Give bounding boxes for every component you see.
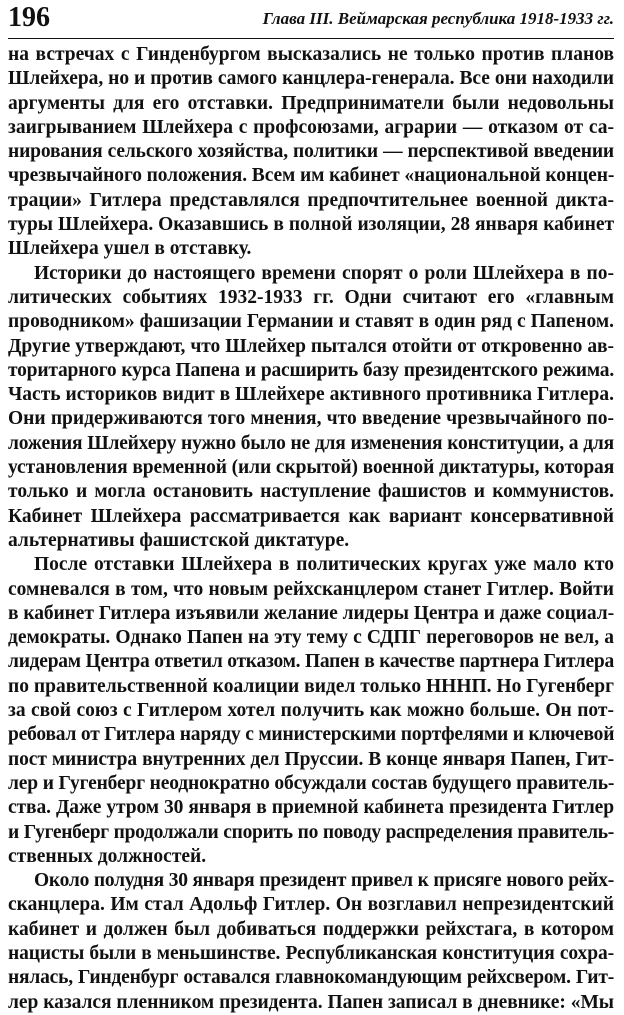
text-line: туры Шлейхера. Оказавшись в полной изоляции, 28 января кабинет: [8, 214, 614, 236]
text-line: Около полудня 30 января президент привел к присяге нового рейх-: [34, 870, 614, 892]
text-line: альтернативы фашистской диктатуре.: [8, 529, 350, 551]
text-line: только и могла остановить наступление фашистов и коммунистов.: [8, 481, 614, 503]
text-line: на встречах с Гинденбургом высказались не только против планов: [8, 44, 614, 65]
text-line: Историки до настоящего времени спорят о роли Шлейхера в по-: [34, 262, 614, 284]
text-line: по правительственной коалиции видел только НННП. Но Гугенберг: [8, 675, 614, 697]
text-line: трации» Гитлера представлялся предпочтительнее военной дикта-: [8, 189, 614, 211]
text-line: лидерам Центра ответил отказом. Папен в качестве партнера Гитлера: [8, 651, 614, 673]
text-line: торитарного курса Папена и расширить базу президентского режима.: [8, 359, 614, 381]
text-line: пост министра внутренних дел Пруссии. В конце января Папен, Гит-: [8, 748, 614, 770]
text-line: Кабинет Шлейхера рассматривается как вариант консервативной: [8, 505, 614, 527]
text-line: нялась, Гинденбург оставался главнокомандующим рейхсвером. Гит-: [8, 967, 614, 989]
running-head: Глава III. Веймарская республика 1918-1933 гг.: [262, 9, 614, 28]
text-line: сомневался в том, что новым рейхсканцлером станет Гитлер. Войти: [8, 578, 614, 600]
text-line: ственных должностей.: [8, 845, 207, 867]
text-line: сканцлера. Им стал Адольф Гитлер. Он возглавил непрезидентский: [8, 894, 614, 916]
page-number: 196: [8, 2, 50, 33]
text-line: Другие утверждают, что Шлейхер пытался отойти от откровенно ав-: [8, 335, 614, 357]
text-line: кабинет и должен был добиваться поддержки рейхстага, в котором: [8, 918, 614, 940]
text-line: проводником» фашизации Германии и ставят в один ряд с Папеном.: [8, 311, 614, 333]
page-header: [8, 2, 614, 36]
text-line: Часть историков видит в Шлейхере активного противника Гитлера.: [8, 384, 614, 406]
header-divider: [8, 38, 614, 39]
text-line: установления временной (или скрытой) военной диктатуры, которая: [8, 457, 615, 479]
text-line: ства. Даже утром 30 января в приемной кабинета президента Гитлер: [8, 797, 614, 819]
text-line: ребовал от Гитлера наряду с министерскими портфелями и ключевой: [8, 724, 615, 746]
text-line: ложения Шлейхеру нужно было не для изменения конституции, а для: [8, 432, 614, 454]
paragraph: [8, 43, 614, 262]
text-line: Они придерживаются того мнения, что введение чрезвычайного по-: [8, 408, 614, 430]
text-line: аргументы для его отставки. Предприниматели были недовольны: [8, 92, 614, 114]
text-line: лер казался пленником президента. Папен записал в дневнике: «Мы: [8, 991, 614, 1013]
text-line: нирования сельского хозяйства, политики — перспективой введении: [8, 141, 614, 163]
paragraph: [8, 553, 614, 869]
text-line: и Гугенберг продолжали спорить по поводу распределения правитель-: [8, 821, 614, 843]
text-line: литических событиях 1932-1933 гг. Одни считают его «главным: [8, 286, 614, 308]
text-line: Шлейхера ушел в отставку.: [8, 238, 252, 260]
text-line: за свой союз с Гитлером хотел получить как можно больше. Он пот-: [8, 700, 614, 722]
text-line: в кабинет Гитлера изъявили желание лидеры Центра и даже социал-: [8, 602, 614, 624]
paragraph: [8, 262, 614, 554]
text-line: нацисты были в меньшинстве. Республиканская конституция сохра-: [8, 942, 614, 964]
text-line: После отставки Шлейхера в политических кругах уже мало кто: [34, 554, 614, 576]
text-line: Шлейхера, но и против самого канцлера-генерала. Все они находили: [8, 68, 614, 90]
paragraph: [8, 869, 614, 1015]
body-text: [8, 43, 614, 1015]
text-line: заигрыванием Шлейхера с профсоюзами, аграрии — отказом от са-: [8, 116, 614, 138]
text-line: чрезвычайного положения. Всем им кабинет «национальной концен-: [8, 165, 615, 187]
text-line: лер и Гугенберг неоднократно обсуждали состав будущего правитель-: [8, 772, 615, 794]
text-line: демократы. Однако Папен на эту тему с СДПГ переговоров не вел, а: [8, 627, 614, 649]
